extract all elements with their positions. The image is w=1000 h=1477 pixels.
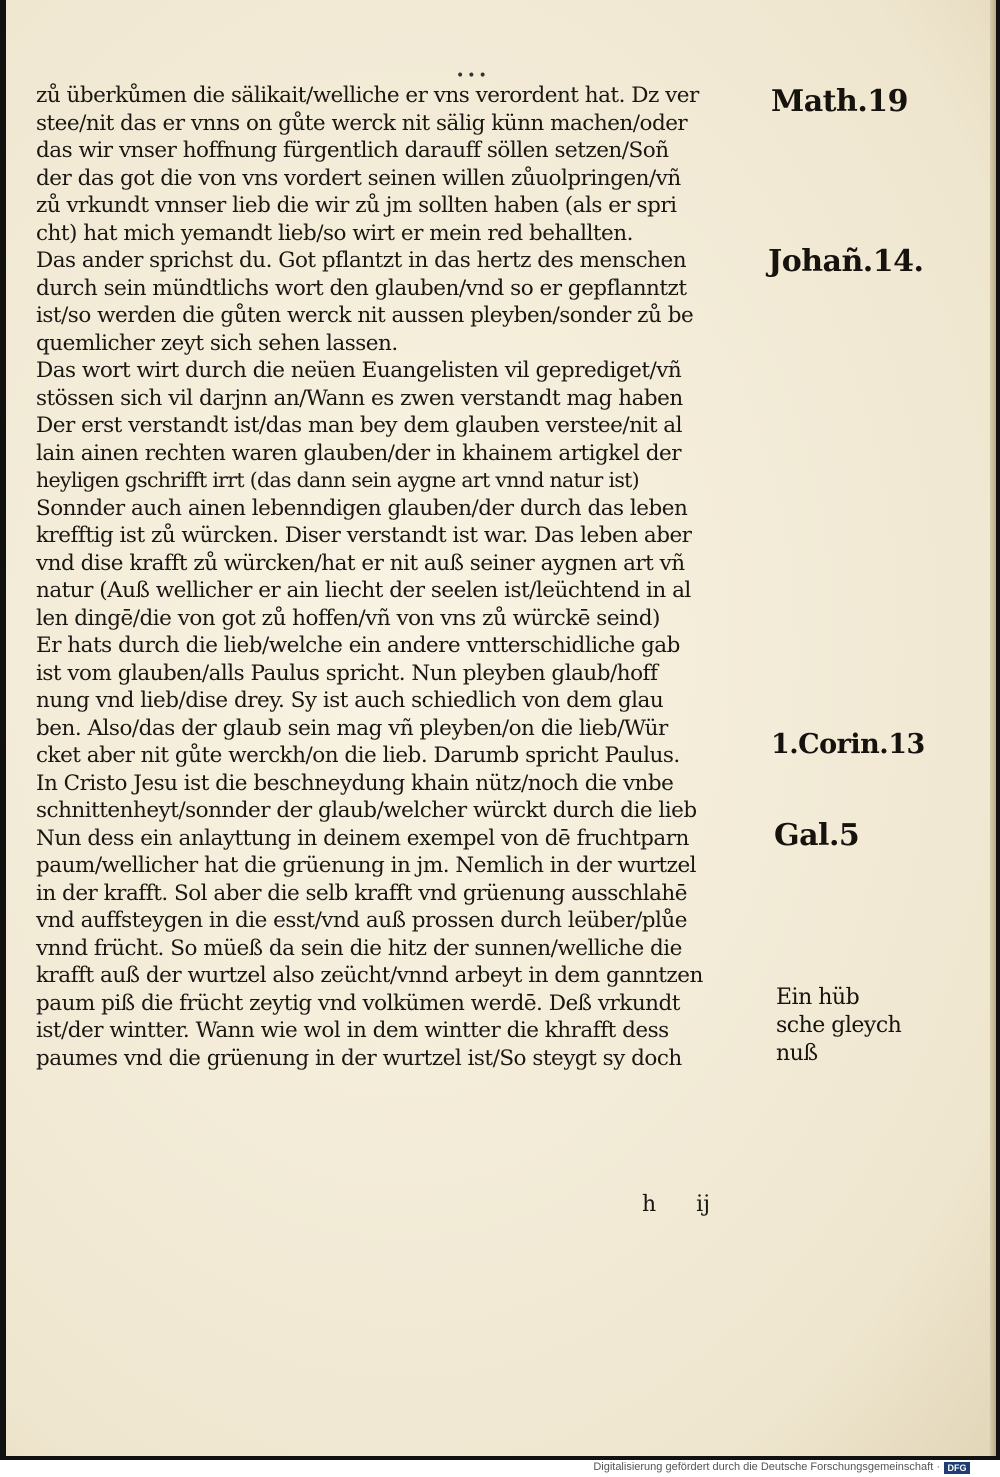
text-line: krefftig ist zů würcken. Diser verstandt ist war. Das leben aber	[36, 523, 692, 548]
text-line: vnd auffsteygen in die esst/vnd auß prossen durch leüber/plůe	[36, 908, 687, 933]
book-page	[6, 0, 996, 1456]
text-line: Er hats durch die lieb/welche ein andere vntterschidliche gab	[36, 633, 680, 658]
text-line: cht) hat mich yemandt lieb/so wirt er mein red behallten.	[36, 220, 633, 246]
page-edge	[990, 0, 996, 1456]
text-line: Das wort wirt durch die neüen Euangelisten vil geprediget/vñ	[36, 358, 682, 383]
text-line: cket aber nit gůte werckh/on die lieb. Darumb spricht Paulus.	[36, 743, 680, 768]
text-line: zů überkůmen die sälikait/welliche er vns verordent hat. Dz ver	[36, 83, 699, 108]
text-line: paumes vnd die grüenung in der wurtzel ist/So steygt sy doch	[36, 1045, 682, 1071]
text-line: der das got die von vns vordert seinen willen zůuolpringen/vñ	[36, 165, 681, 191]
text-line: stössen sich vil darjnn an/Wann es zwen verstandt mag haben	[36, 385, 683, 411]
dfg-logo: DFG	[944, 1462, 970, 1474]
margin-note-math: Math.19	[771, 84, 909, 119]
text-line: len dingē/die von got zů hoffen/vñ von vns zů würckē seind)	[36, 605, 660, 631]
text-line: paum/wellicher hat die grüenung in jm. Nemlich in der wurtzel	[36, 853, 697, 878]
text-line: lain ainen rechten waren glauben/der in khainem artigkel der	[36, 440, 682, 466]
top-ornament: •••	[456, 68, 490, 84]
text-line: durch sein mündtlichs wort den glauben/vnd so er gepflanntzt	[36, 275, 687, 301]
text-line: stee/nit das er vnns on gůte werck nit sälig künn machen/oder	[36, 110, 688, 136]
signature-mark	[642, 1192, 750, 1217]
text-line: ben. Also/das der glaub sein mag vñ pleyben/on die lieb/Wür	[36, 715, 668, 741]
margin-note-gleichnus-1: Ein hüb	[776, 985, 860, 1010]
text-line: schnittenheyt/sonnder der glaub/welcher würckt durch die lieb	[36, 798, 697, 823]
text-line: quemlicher zeyt sich sehen lassen.	[36, 330, 398, 356]
text-line: ist/der wintter. Wann wie wol in dem wintter die khrafft dess	[36, 1018, 669, 1043]
text-line: ist/so werden die gůten werck nit aussen pleyben/sonder zů be	[36, 303, 694, 328]
text-line: das wir vnser hoffnung fürgentlich darauff söllen setzen/Soñ	[36, 138, 669, 163]
text-line: vnnd frücht. So müeß da sein die hitz der sunnen/welliche die	[36, 935, 682, 961]
text-line: zů vrkundt vnnser lieb die wir zů jm sollten haben (als er spri	[36, 193, 677, 218]
margin-note-gleichnus-3: nuß	[776, 1041, 818, 1066]
text-line: In Cristo Jesu ist die beschneydung khain nütz/noch die vnbe	[36, 770, 674, 796]
text-line: krafft auß der wurtzel also zeücht/vnnd arbeyt in dem ganntzen	[36, 963, 703, 988]
text-line: in der krafft. Sol aber die selb krafft vnd grüenung ausschlahē	[36, 880, 687, 906]
margin-note-gal: Gal.5	[774, 818, 860, 853]
footer-bar	[0, 1460, 1000, 1477]
text-line: vnd dise krafft zů würcken/hat er nit auß seiner aygnen art vñ	[36, 550, 685, 576]
text-line: Nun dess ein anlayttung in deinem exempel von dē fruchtparn	[36, 825, 689, 851]
text-line: paum piß die frücht zeytig vnd volkümen werdē. Deß vrkundt	[36, 990, 680, 1016]
text-line: Das ander sprichst du. Got pflantzt in das hertz des menschen	[36, 248, 687, 273]
margin-note-johann: Johañ.14.	[768, 244, 924, 279]
text-line: Sonnder auch ainen lebenndigen glauben/der durch das leben	[36, 495, 688, 521]
margin-note-gleichnus-2: sche gleych	[776, 1013, 902, 1038]
text-line: Der erst verstandt ist/das man bey dem glauben verstee/nit al	[36, 413, 682, 438]
text-line: heyligen gschrifft irrt (das dann sein aygne art vnnd natur ist)	[36, 468, 639, 492]
text-line: ist vom glauben/alls Paulus spricht. Nun pleyben glaub/hoff	[36, 660, 658, 686]
signature-letter: h	[642, 1192, 657, 1217]
text-line: natur (Auß wellicher er ain liecht der seelen ist/leüchtend in al	[36, 578, 691, 603]
margin-note-corin: 1.Corin.13	[771, 729, 925, 760]
signature-number: ij	[696, 1192, 711, 1217]
text-line: nung vnd lieb/dise drey. Sy ist auch schiedlich von dem glau	[36, 688, 664, 713]
footer-credit: Digitalisierung gefördert durch die Deutsche Forschungsgemeinschaft ·	[593, 1461, 940, 1473]
body-text	[36, 82, 771, 1072]
